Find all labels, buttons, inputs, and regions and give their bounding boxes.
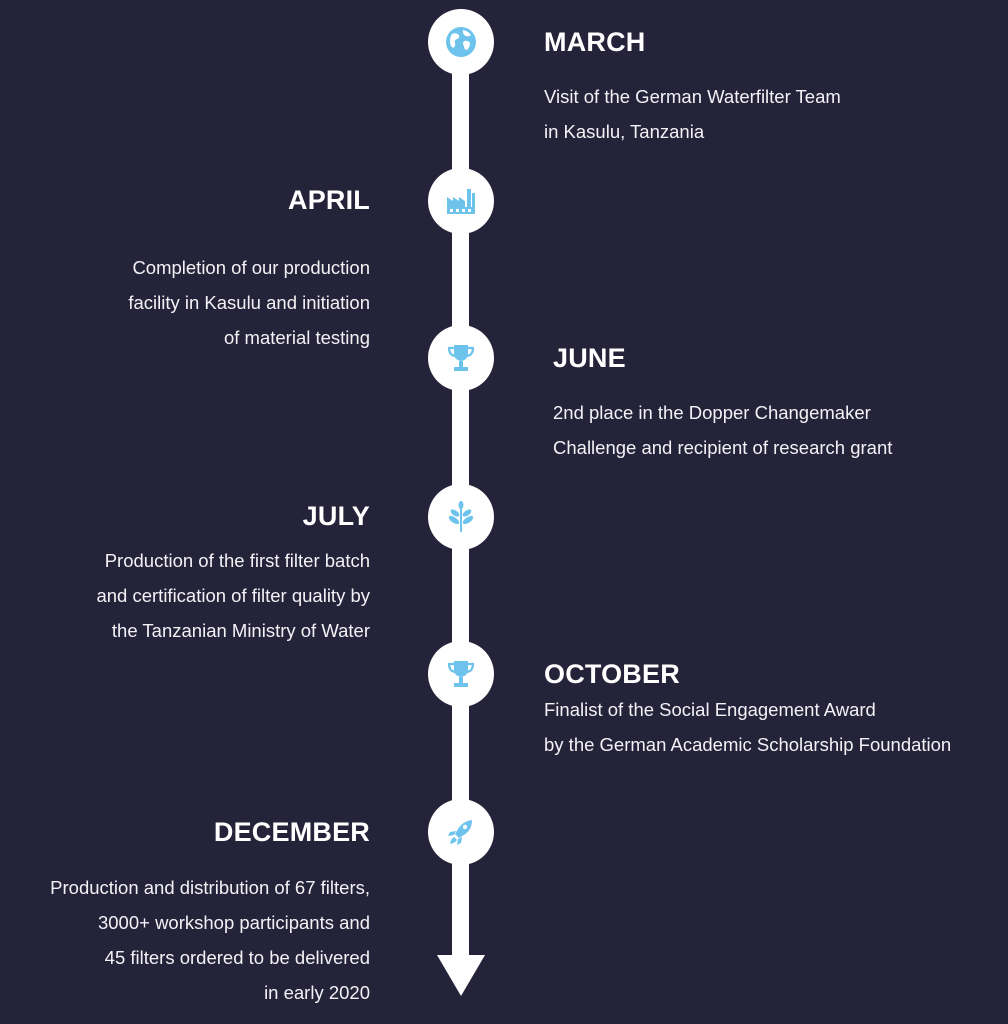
month-april: APRIL [288,185,370,215]
description-line: 2nd place in the Dopper Changemaker [553,402,871,423]
description-line: the Tanzanian Ministry of Water [111,620,370,641]
event-description-december [50,870,370,1010]
description-line: by the German Academic Scholarship Foundation [544,734,952,755]
description-line: and certification of filter quality by [96,585,370,606]
description-line: 45 filters ordered to be delivered [104,947,370,968]
month-june: JUNE [553,343,626,373]
timeline-node-april [428,168,494,234]
month-october: OCTOBER [544,659,680,689]
event-description-october [544,692,951,762]
description-line: 3000+ workshop participants and [97,912,370,933]
event-description-june [553,395,892,465]
month-july: JULY [302,501,370,531]
description-line: Finalist of the Social Engagement Award [544,699,876,720]
plant-icon [443,499,479,535]
description-line: Production of the first filter batch [104,550,370,571]
trophy-icon [443,340,479,376]
event-description-march [544,79,841,149]
description-line: of material testing [223,327,370,348]
month-march: MARCH [544,27,646,57]
timeline-node-march [428,9,494,75]
description-line: Production and distribution of 67 filters, [50,877,370,898]
trophy-icon [443,656,479,692]
description-line: in Kasulu, Tanzania [544,121,705,142]
arrow-down-icon [437,955,485,996]
event-description-july [96,543,370,648]
timeline-node-october [428,641,494,707]
timeline-node-july [428,484,494,550]
timeline-node-december [428,799,494,865]
globe-icon [443,24,479,60]
description-line: facility in Kasulu and initiation [128,292,370,313]
description-line: Completion of our production [132,257,370,278]
event-description-april [128,250,370,355]
description-line: Challenge and recipient of research grant [553,437,893,458]
rocket-icon [443,814,479,850]
factory-icon [443,183,479,219]
description-line: Visit of the German Waterfilter Team [544,86,841,107]
timeline-node-june [428,325,494,391]
description-line: in early 2020 [264,982,370,1003]
month-december: DECEMBER [213,817,370,847]
